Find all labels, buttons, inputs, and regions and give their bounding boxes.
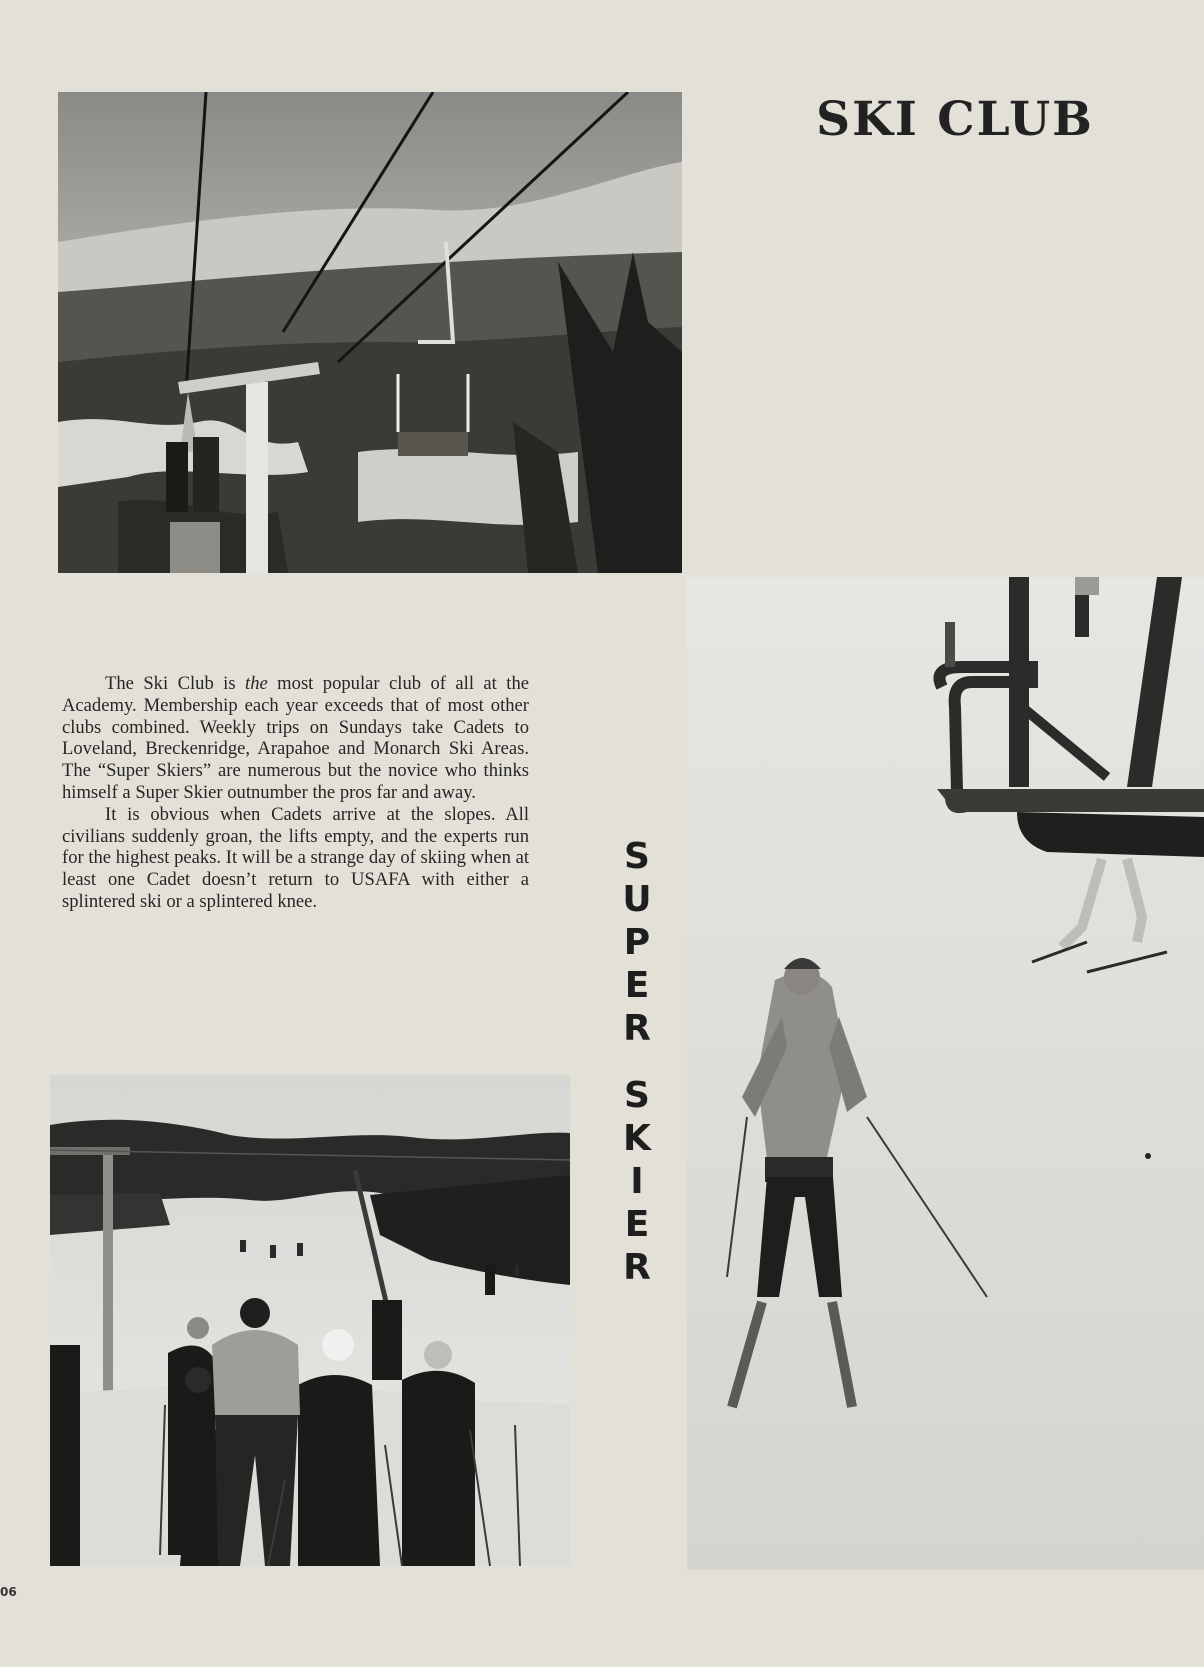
heading-letter: I [630, 1161, 644, 1202]
skier-photo [687, 577, 1204, 1570]
paragraph-1-emphasis: the [245, 673, 268, 694]
heading-letter: S [624, 1075, 650, 1116]
heading-letter: E [624, 1204, 650, 1245]
heading-letter: R [623, 1247, 651, 1288]
article-text [62, 673, 529, 913]
article-paragraph-1 [62, 673, 529, 804]
page-number: 06 [0, 1585, 17, 1599]
heading-letter: U [622, 879, 652, 920]
paragraph-1-end: most popular club of all at the Academy. Membership each year exceeds that of most other clubs combined. Weekly trips on Sundays take Cadets to Loveland, Breckenridge, Arapahoe and Monarch Ski Areas. The “Super Skiers” are numerous but the novice who thinks himself a Super Skier outnumber the pros far and away. [62, 673, 529, 803]
lift-line-photo [50, 1075, 570, 1566]
heading-letter: E [624, 965, 650, 1006]
page-title: SKI CLUB [816, 92, 1094, 147]
heading-letter: R [623, 1008, 651, 1049]
heading-word-gap [612, 1050, 662, 1074]
paragraph-1-start: The Ski Club is [105, 673, 246, 694]
chairlift-photo [58, 92, 682, 573]
article-paragraph-2: It is obvious when Cadets arrive at the slopes. All civilians suddenly groan, the lifts empty, and the experts run for the highest peaks. It will be a strange day of skiing when at least one Cadet doesn’t return to USAFA with either a splintered ski or a splintered knee. [62, 803, 529, 912]
heading-letter: S [624, 836, 650, 877]
heading-letter: P [623, 922, 651, 963]
heading-letter: K [623, 1118, 651, 1159]
vertical-heading [612, 835, 662, 1289]
